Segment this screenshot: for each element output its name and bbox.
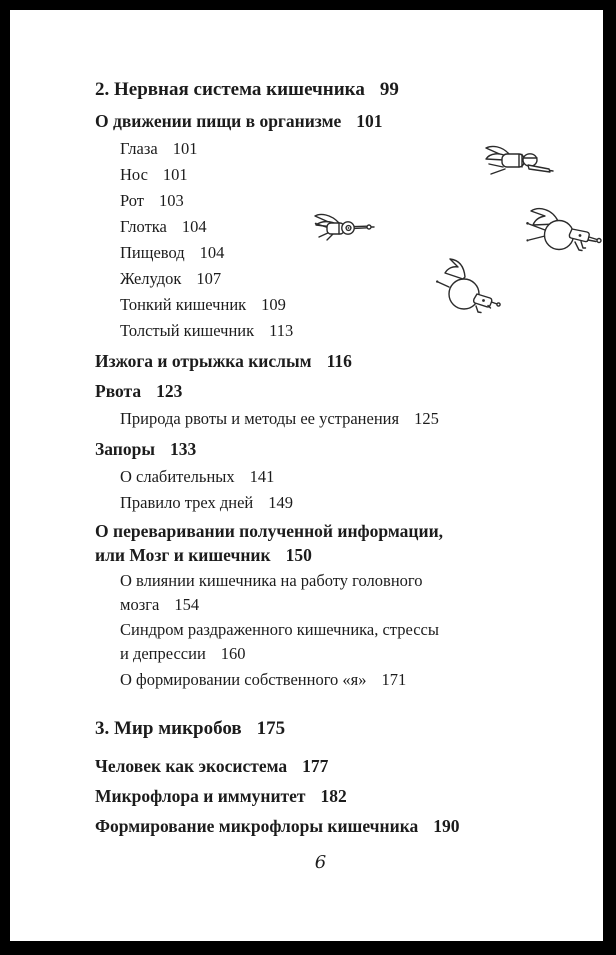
flying-round-microbe-down-doodle [435, 257, 501, 315]
toc-entry [95, 348, 565, 374]
toc-entry-page-number: 103 [159, 191, 184, 210]
toc-entry [95, 108, 565, 134]
toc-entry-page-number: 101 [162, 165, 188, 184]
toc-entry-page-number: 177 [302, 756, 329, 776]
toc-entry-page-number: 171 [381, 670, 407, 689]
toc-entry-page-number: 109 [261, 295, 286, 314]
toc-entry-page-number: 123 [156, 381, 183, 401]
toc-entry-page-number: 149 [268, 493, 293, 512]
flying-bug-doodle [311, 209, 377, 247]
toc-entry [95, 813, 565, 839]
toc-entry [95, 490, 565, 516]
toc-entry-page-number: 150 [285, 544, 312, 565]
toc-entry [95, 715, 565, 743]
toc-entry-title: Природа рвоты и методы ее устранения [120, 409, 400, 428]
toc-entry-page-number: 113 [269, 321, 294, 340]
book-page [10, 10, 603, 941]
toc-entry-page-number: 133 [170, 439, 197, 459]
toc-entry-title: Глаза [120, 139, 158, 158]
toc-entry-title: Формирование микрофлоры кишечника [95, 816, 419, 836]
toc-entry [95, 76, 565, 104]
toc-entry-page-number: 154 [174, 594, 200, 614]
toc-entry-title: мозга [120, 594, 160, 614]
toc-entry-page-number: 101 [356, 111, 383, 131]
toc-entry-page-number: 116 [326, 351, 352, 371]
toc-entry-title: Человек как экосистема [95, 756, 288, 776]
toc-entry [95, 378, 565, 404]
toc-entry-page-number: 125 [414, 409, 439, 428]
toc-entry [95, 464, 565, 490]
toc-entry-title: Изжога и отрыжка кислым [95, 351, 312, 371]
toc-entry-page-number: 175 [256, 718, 286, 739]
toc-entry-title: Нос [120, 165, 148, 184]
toc-entry [95, 318, 565, 344]
toc-entry-title: или Мозг и кишечник [95, 544, 271, 565]
toc-entry-title: Правило трех дней [120, 493, 254, 512]
toc-entry-title: Толстый кишечник [120, 321, 255, 340]
toc-entry-page-number: 107 [196, 269, 222, 288]
toc-entry-title: О формировании собственного «я» [120, 670, 367, 689]
toc-entry-title: Рвота [95, 381, 142, 401]
toc-entry [95, 436, 565, 462]
toc-entry-title: О слабительных [120, 467, 235, 486]
toc-entry-title: Тонкий кишечник [120, 295, 247, 314]
toc-entry-title: и депрессии [120, 643, 206, 663]
toc-entry-title: Синдром раздраженного кишечника, стрессы [120, 620, 439, 639]
toc-entry-title: Глотка [120, 217, 167, 236]
toc-entry-title: Пищевод [120, 243, 185, 262]
flying-caped-figure-doodle [481, 143, 555, 181]
page-number: 6 [314, 852, 327, 873]
toc-entry [95, 753, 565, 779]
toc-entry-page-number: 104 [181, 217, 207, 236]
toc-entry-page-number: 182 [320, 786, 347, 806]
toc-entry-title: 2. Нервная система кишечника [95, 79, 365, 100]
toc-entry-page-number: 101 [172, 139, 198, 158]
toc-entry-page-number: 190 [433, 816, 460, 836]
toc-entry [95, 520, 565, 567]
toc-entry-title: Запоры [95, 439, 155, 459]
toc-entry-page-number: 141 [249, 467, 275, 486]
toc-entry-title: Желудок [120, 269, 182, 288]
toc-entry [95, 618, 565, 665]
toc-list [95, 76, 565, 841]
toc-entry-title: О влиянии кишечника на работу головного [120, 571, 423, 590]
flying-round-microbe-doodle [522, 204, 606, 256]
toc-entry-page-number: 104 [199, 243, 225, 262]
toc-entry [95, 406, 565, 432]
toc-entry-title: 3. Мир микробов [95, 718, 242, 739]
toc-entry [95, 569, 565, 616]
toc-entry-page-number: 160 [220, 643, 246, 663]
toc-entry [95, 667, 565, 693]
toc-entry-page-number: 99 [379, 79, 399, 100]
toc-entry-title: Рот [120, 191, 145, 210]
toc-entry-title: О переваривании полученной информации, [95, 521, 444, 541]
toc-entry-title: Микрофлора и иммунитет [95, 786, 306, 806]
toc-entry [95, 783, 565, 809]
toc-entry-title: О движении пищи в организме [95, 111, 342, 131]
